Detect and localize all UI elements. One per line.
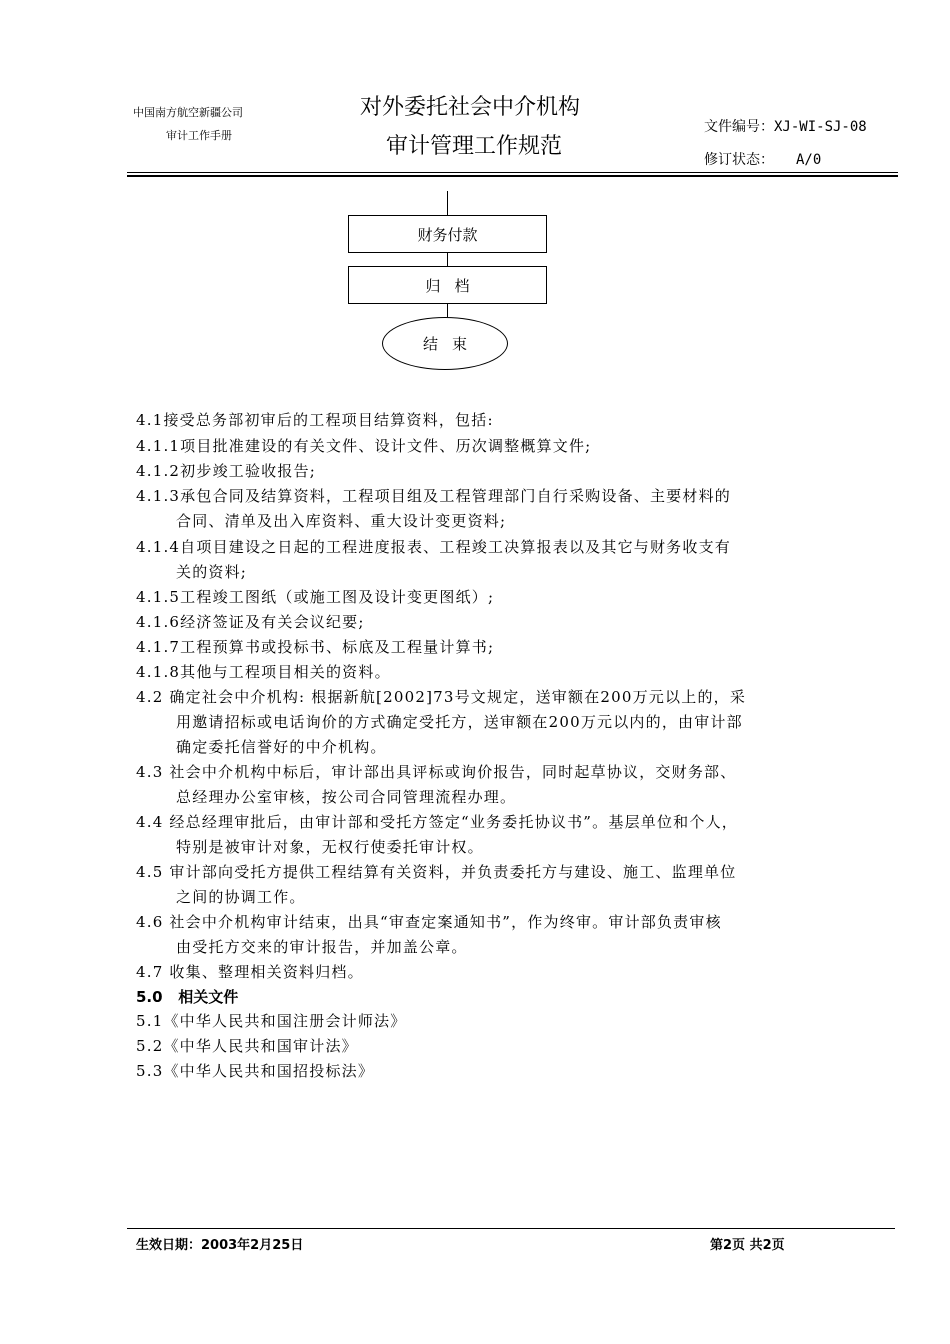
clause-4-1-5: 4.1.5工程竣工图纸（或施工图及设计变更图纸）; — [136, 588, 495, 606]
clause-4-1-4: 4.1.4自项目建设之日起的工程进度报表、工程竣工决算报表以及其它与财务收支有 — [136, 538, 731, 556]
flow-step-archive — [348, 266, 547, 304]
manual-name: 审计工作手册 — [166, 129, 232, 142]
clause-4-1-1: 4.1.1项目批准建设的有关文件、设计文件、历次调整概算文件; — [136, 437, 592, 455]
header-divider-thick — [127, 175, 898, 177]
clause-4-3-cont: 总经理办公室审核，按公司合同管理流程办理。 — [176, 788, 517, 806]
clause-4-4-cont: 特别是被审计对象，无权行使委托审计权。 — [176, 838, 484, 856]
page-number: 第2页 共2页 — [710, 1238, 785, 1253]
flow-connector-top — [447, 191, 448, 215]
clause-4-1-4-cont: 关的资料; — [176, 563, 248, 581]
clause-4-3: 4.3 社会中介机构中标后，审计部出具评标或询价报告，同时起草协议，交财务部、 — [136, 763, 737, 781]
clause-4-7: 4.7 收集、整理相关资料归档。 — [136, 963, 364, 981]
clause-4-1-3: 4.1.3承包合同及结算资料，工程项目组及工程管理部门自行采购设备、主要材料的 — [136, 487, 731, 505]
document-title-line2: 审计管理工作规范 — [386, 134, 563, 159]
effective-date: 生效日期：2003年2月25日 — [136, 1238, 304, 1253]
clause-4-6: 4.6 社会中介机构审计结束，出具“审查定案通知书”，作为终审。审计部负责审核 — [136, 913, 722, 931]
clause-5-3: 5.3《中华人民共和国招投标法》 — [136, 1062, 375, 1080]
clause-4-1-2: 4.1.2初步竣工验收报告; — [136, 462, 317, 480]
clause-4-1-8: 4.1.8其他与工程项目相关的资料。 — [136, 663, 391, 681]
flow-connector-bottom — [447, 303, 448, 317]
clause-4-6-cont: 由受托方交来的审计报告，并加盖公章。 — [176, 938, 468, 956]
clause-4-5: 4.5 审计部向受托方提供工程结算有关资料，并负责委托方与建设、施工、监理单位 — [136, 863, 737, 881]
clause-4-2-cont1: 用邀请招标或电话询价的方式确定受托方，送审额在200万元以内的，由审计部 — [176, 713, 743, 731]
revision-label: 修订状态： — [704, 152, 774, 168]
revision-status — [704, 149, 821, 169]
clause-4-1-6: 4.1.6经济签证及有关会议纪要; — [136, 613, 365, 631]
clause-4-5-cont: 之间的协调工作。 — [176, 888, 306, 906]
flow-step-payment — [348, 215, 547, 253]
flow-end-terminator — [382, 317, 508, 370]
flow-end-label: 结束 — [422, 335, 481, 353]
clause-4-4: 4.4 经总经理审批后，由审计部和受托方签定“业务委托协议书”。基层单位和个人， — [136, 813, 738, 831]
clause-4-1-7: 4.1.7工程预算书或投标书、标底及工程量计算书; — [136, 638, 495, 656]
document-title-line1: 对外委托社会中介机构 — [360, 95, 581, 120]
flow-step-payment-label: 财务付款 — [417, 225, 478, 244]
flow-step-archive-label: 归档 — [425, 276, 484, 295]
clause-4-1-3-cont: 合同、清单及出入库资料、重大设计变更资料; — [176, 512, 507, 530]
clause-5-2: 5.2《中华人民共和国审计法》 — [136, 1037, 358, 1055]
section-5-heading: 5.0 相关文件 — [136, 988, 239, 1006]
clause-4-2-cont2: 确定委托信誉好的中介机构。 — [176, 738, 387, 756]
clause-4-1: 4.1接受总务部初审后的工程项目结算资料，包括: — [136, 411, 494, 429]
header-divider-thin — [127, 172, 898, 173]
footer-divider — [127, 1228, 895, 1229]
clause-5-1: 5.1《中华人民共和国注册会计师法》 — [136, 1012, 407, 1030]
flow-connector-middle — [447, 252, 448, 266]
revision-value: A/0 — [796, 152, 822, 168]
clause-4-2: 4.2 确定社会中介机构: 根据新航[2002]73号文规定，送审额在200万元以上的，采 — [136, 688, 747, 706]
company-name: 中国南方航空新疆公司 — [133, 106, 243, 119]
document-number: 文件编号：XJ-WI-SJ-08 — [704, 119, 867, 135]
